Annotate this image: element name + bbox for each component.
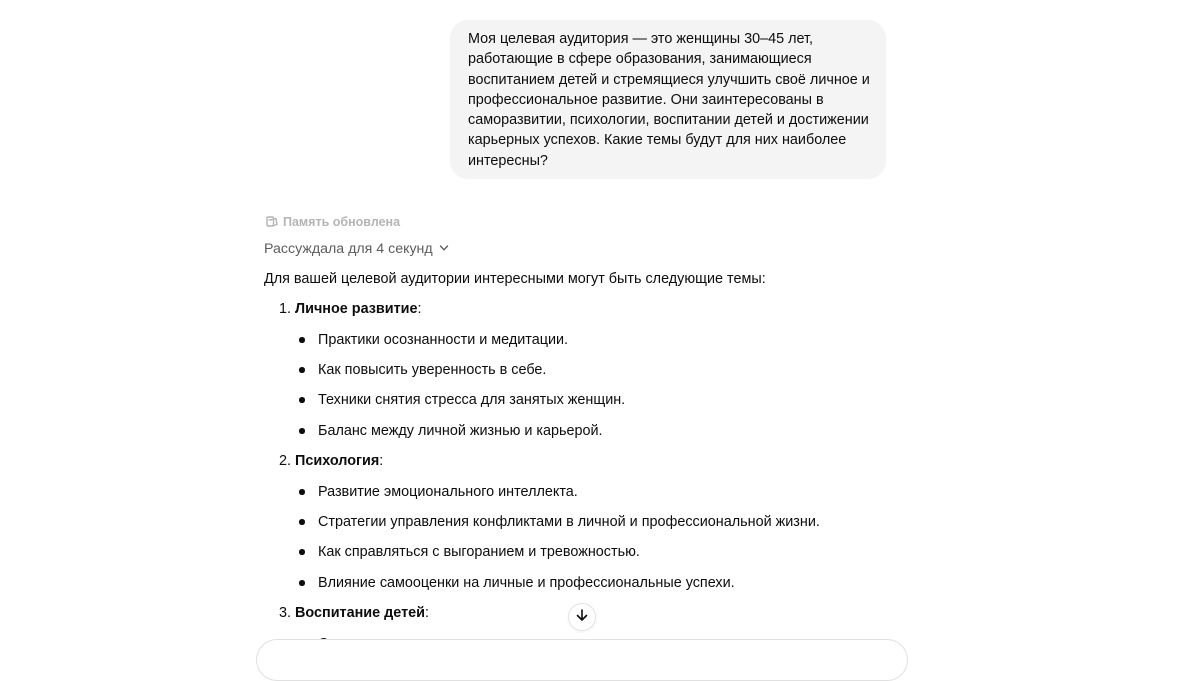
user-message-line: воспитанием детей и стремящиеся улучшить своё личное и bbox=[468, 71, 870, 88]
section-title: Воспитание детей bbox=[295, 605, 425, 621]
list-item-text: Влияние самооценки на личные и профессиональные успехи. bbox=[318, 575, 735, 591]
user-message-line: работающие в сфере образования, занимающиеся bbox=[468, 51, 812, 68]
list-item-text: Как справляться с выгоранием и тревожностью. bbox=[318, 544, 640, 560]
bullet-dot bbox=[299, 519, 305, 525]
memory-icon bbox=[266, 216, 278, 228]
section-heading bbox=[264, 300, 422, 318]
section-heading bbox=[264, 452, 383, 470]
list-item-text: Баланс между личной жизнью и карьерой. bbox=[318, 423, 603, 439]
user-message-line: саморазвитии, психологии, воспитании детей и достижении bbox=[468, 112, 869, 129]
bullet-dot bbox=[299, 489, 305, 495]
arrow-down-icon bbox=[575, 608, 589, 627]
section-number: 1. bbox=[278, 301, 291, 317]
memory-updated-status[interactable] bbox=[266, 213, 400, 231]
list-item-text: Практики осознанности и медитации. bbox=[318, 332, 569, 348]
section-suffix: : bbox=[417, 301, 422, 317]
user-message-line: карьерных успехов. Какие темы будут для них наиболее bbox=[468, 132, 847, 149]
message-composer[interactable] bbox=[256, 639, 908, 681]
section-title: Психология bbox=[295, 453, 380, 469]
list-item-text: Техники снятия стресса для занятых женщин. bbox=[318, 392, 626, 408]
bullet-dot bbox=[299, 549, 305, 555]
section-number: 2. bbox=[278, 453, 291, 469]
user-message-line: Моя целевая аудитория — это женщины 30–45 лет, bbox=[468, 31, 814, 47]
scroll-to-bottom-button[interactable] bbox=[568, 603, 596, 631]
bullet-dot bbox=[299, 367, 305, 373]
section-number: 3. bbox=[278, 605, 291, 621]
chevron-down-icon bbox=[439, 241, 449, 257]
answer-intro: Для вашей целевой аудитории интересными могут быть следующие темы: bbox=[264, 271, 766, 287]
thinking-toggle[interactable] bbox=[264, 240, 449, 258]
list-item-text: Развитие эмоционального интеллекта. bbox=[318, 484, 578, 500]
user-message-line: интересны? bbox=[468, 152, 548, 169]
bullet-dot bbox=[299, 580, 305, 586]
section-title: Личное развитие bbox=[295, 301, 418, 317]
section-suffix: : bbox=[379, 453, 384, 469]
list-item-text: Как повысить уверенность в себе. bbox=[318, 362, 547, 378]
bullet-dot bbox=[299, 337, 305, 343]
section-heading bbox=[264, 604, 429, 622]
list-item-text: Стратегии управления конфликтами в личной и профессиональной жизни. bbox=[318, 514, 820, 530]
user-message-line: профессиональное развитие. Они заинтересованы в bbox=[468, 91, 824, 108]
bullet-dot bbox=[299, 397, 305, 403]
bullet-dot bbox=[299, 428, 305, 434]
thinking-label: Рассуждала для 4 секунд bbox=[264, 241, 433, 257]
user-message-bubble bbox=[450, 20, 886, 179]
section-suffix: : bbox=[424, 605, 429, 621]
memory-updated-label: Память обновлена bbox=[283, 215, 401, 229]
